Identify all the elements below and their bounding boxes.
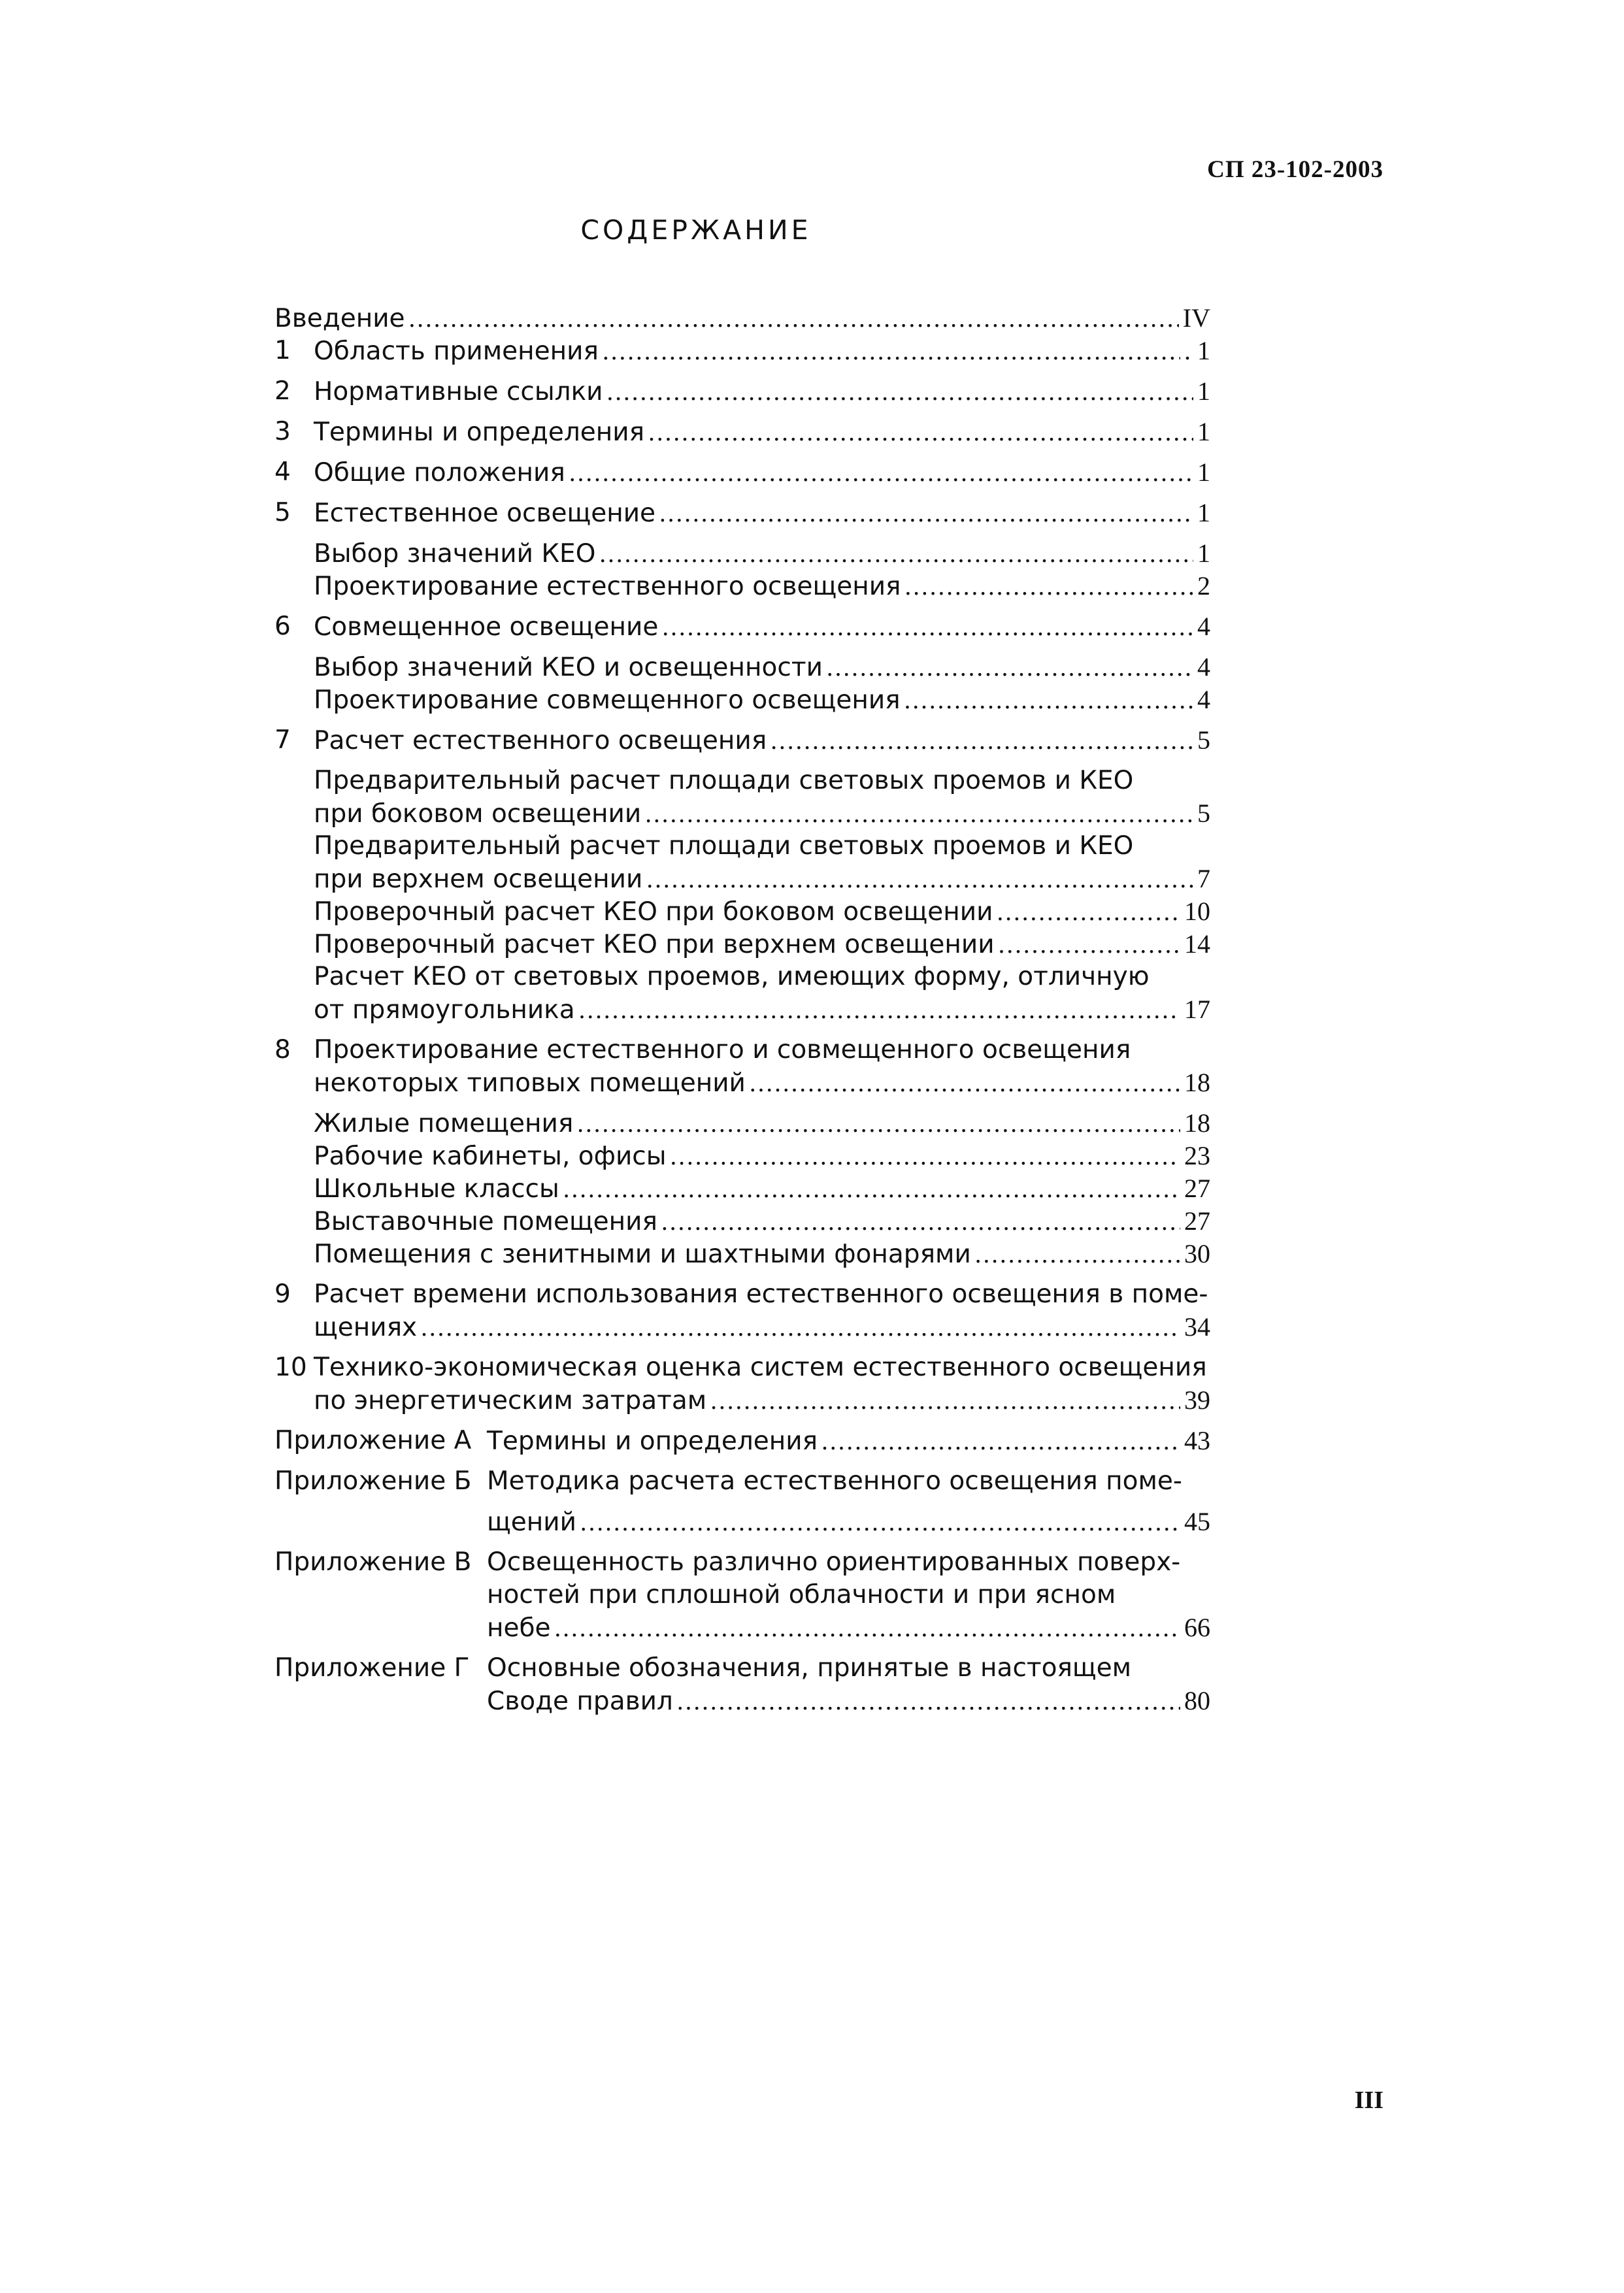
table-of-contents <box>274 302 1210 1717</box>
toc-entry-5-kei-values: Выбор значений КЕО ..... 1 <box>274 537 1210 570</box>
toc-entry-5-design: Проектирование естественного освещения ..... 2 <box>274 570 1210 602</box>
toc-entry-8-offices: Рабочие кабинеты, офисы ..... 23 <box>274 1140 1210 1172</box>
toc-entry-appendix-g: Приложение Г Основные обозначения, принятые в настоящем Своде правил ..... 80 <box>274 1652 1210 1717</box>
toc-entry-10: 10 Технико-экономическая оценка систем естественного освещения по энергетическим затратам ..... 39 <box>274 1351 1210 1417</box>
toc-entry-1: 1 Область применения ..... . 1 <box>274 335 1210 367</box>
toc-entry-8: 8 Проектирование естественного и совмещенного освещения некоторых типовых помещений ..... 18 <box>274 1034 1210 1099</box>
toc-entry-5: 5 Естественное освещение ..... 1 <box>274 497 1210 529</box>
toc-entry-8-classrooms: Школьные классы ..... 27 <box>274 1172 1210 1205</box>
toc-entry-4: 4 Общие положения ..... 1 <box>274 456 1210 489</box>
document-code: СП 23-102-2003 <box>1207 156 1384 183</box>
toc-entry-6: 6 Совмещенное освещение ..... 4 <box>274 610 1210 643</box>
toc-entry-appendix-v: Приложение В Освещенность различно ориентированных поверх- ностей при сплошной облачности и при ясном небе ..... 66 <box>274 1546 1210 1644</box>
toc-entry-2: 2 Нормативные ссылки ..... 1 <box>274 375 1210 408</box>
toc-entry-3: 3 Термины и определения ..... 1 <box>274 416 1210 448</box>
toc-entry-8-residential: Жилые помещения ..... 18 <box>274 1107 1210 1140</box>
toc-title: СОДЕРЖАНИЕ <box>580 214 812 246</box>
toc-entry-introduction: Введение ..... IV <box>274 302 1210 335</box>
toc-entry-8-exhibition: Выставочные помещения ..... 27 <box>274 1205 1210 1238</box>
toc-entry-6-values: Выбор значений КЕО и освещенности ..... 4 <box>274 651 1210 684</box>
toc-entry-6-design: Проектирование совмещенного освещения ..... 4 <box>274 684 1210 716</box>
toc-entry-7-preliminary-top: Предварительный расчет площади световых проемов и КЕО при верхнем освещении ..... 7 <box>274 830 1210 895</box>
toc-entry-appendix-b: Приложение Б Методика расчета естественного освещения поме- щений ..... 45 <box>274 1465 1210 1538</box>
page-number: III <box>1354 2087 1384 2114</box>
toc-entry-9: 9 Расчет времени использования естественного освещения в поме- щениях ..... 34 <box>274 1278 1210 1344</box>
toc-entry-7-preliminary-side: Предварительный расчет площади световых проемов и КЕО при боковом освещении ..... 5 <box>274 765 1210 830</box>
toc-entry-7: 7 Расчет естественного освещения ..... 5 <box>274 724 1210 757</box>
toc-entry-7-check-top: Проверочный расчет КЕО при верхнем освещении ..... 14 <box>274 928 1210 961</box>
toc-entry-appendix-a: Приложение А Термины и определения ..... 43 <box>274 1425 1210 1457</box>
toc-entry-7-check-side: Проверочный расчет КЕО при боковом освещении ..... 10 <box>274 895 1210 928</box>
toc-entry-7-non-rectangular: Расчет КЕО от световых проемов, имеющих форму, отличную от прямоугольника ..... 17 <box>274 961 1210 1026</box>
toc-entry-8-skylights: Помещения с зенитными и шахтными фонарями ..... 30 <box>274 1238 1210 1270</box>
